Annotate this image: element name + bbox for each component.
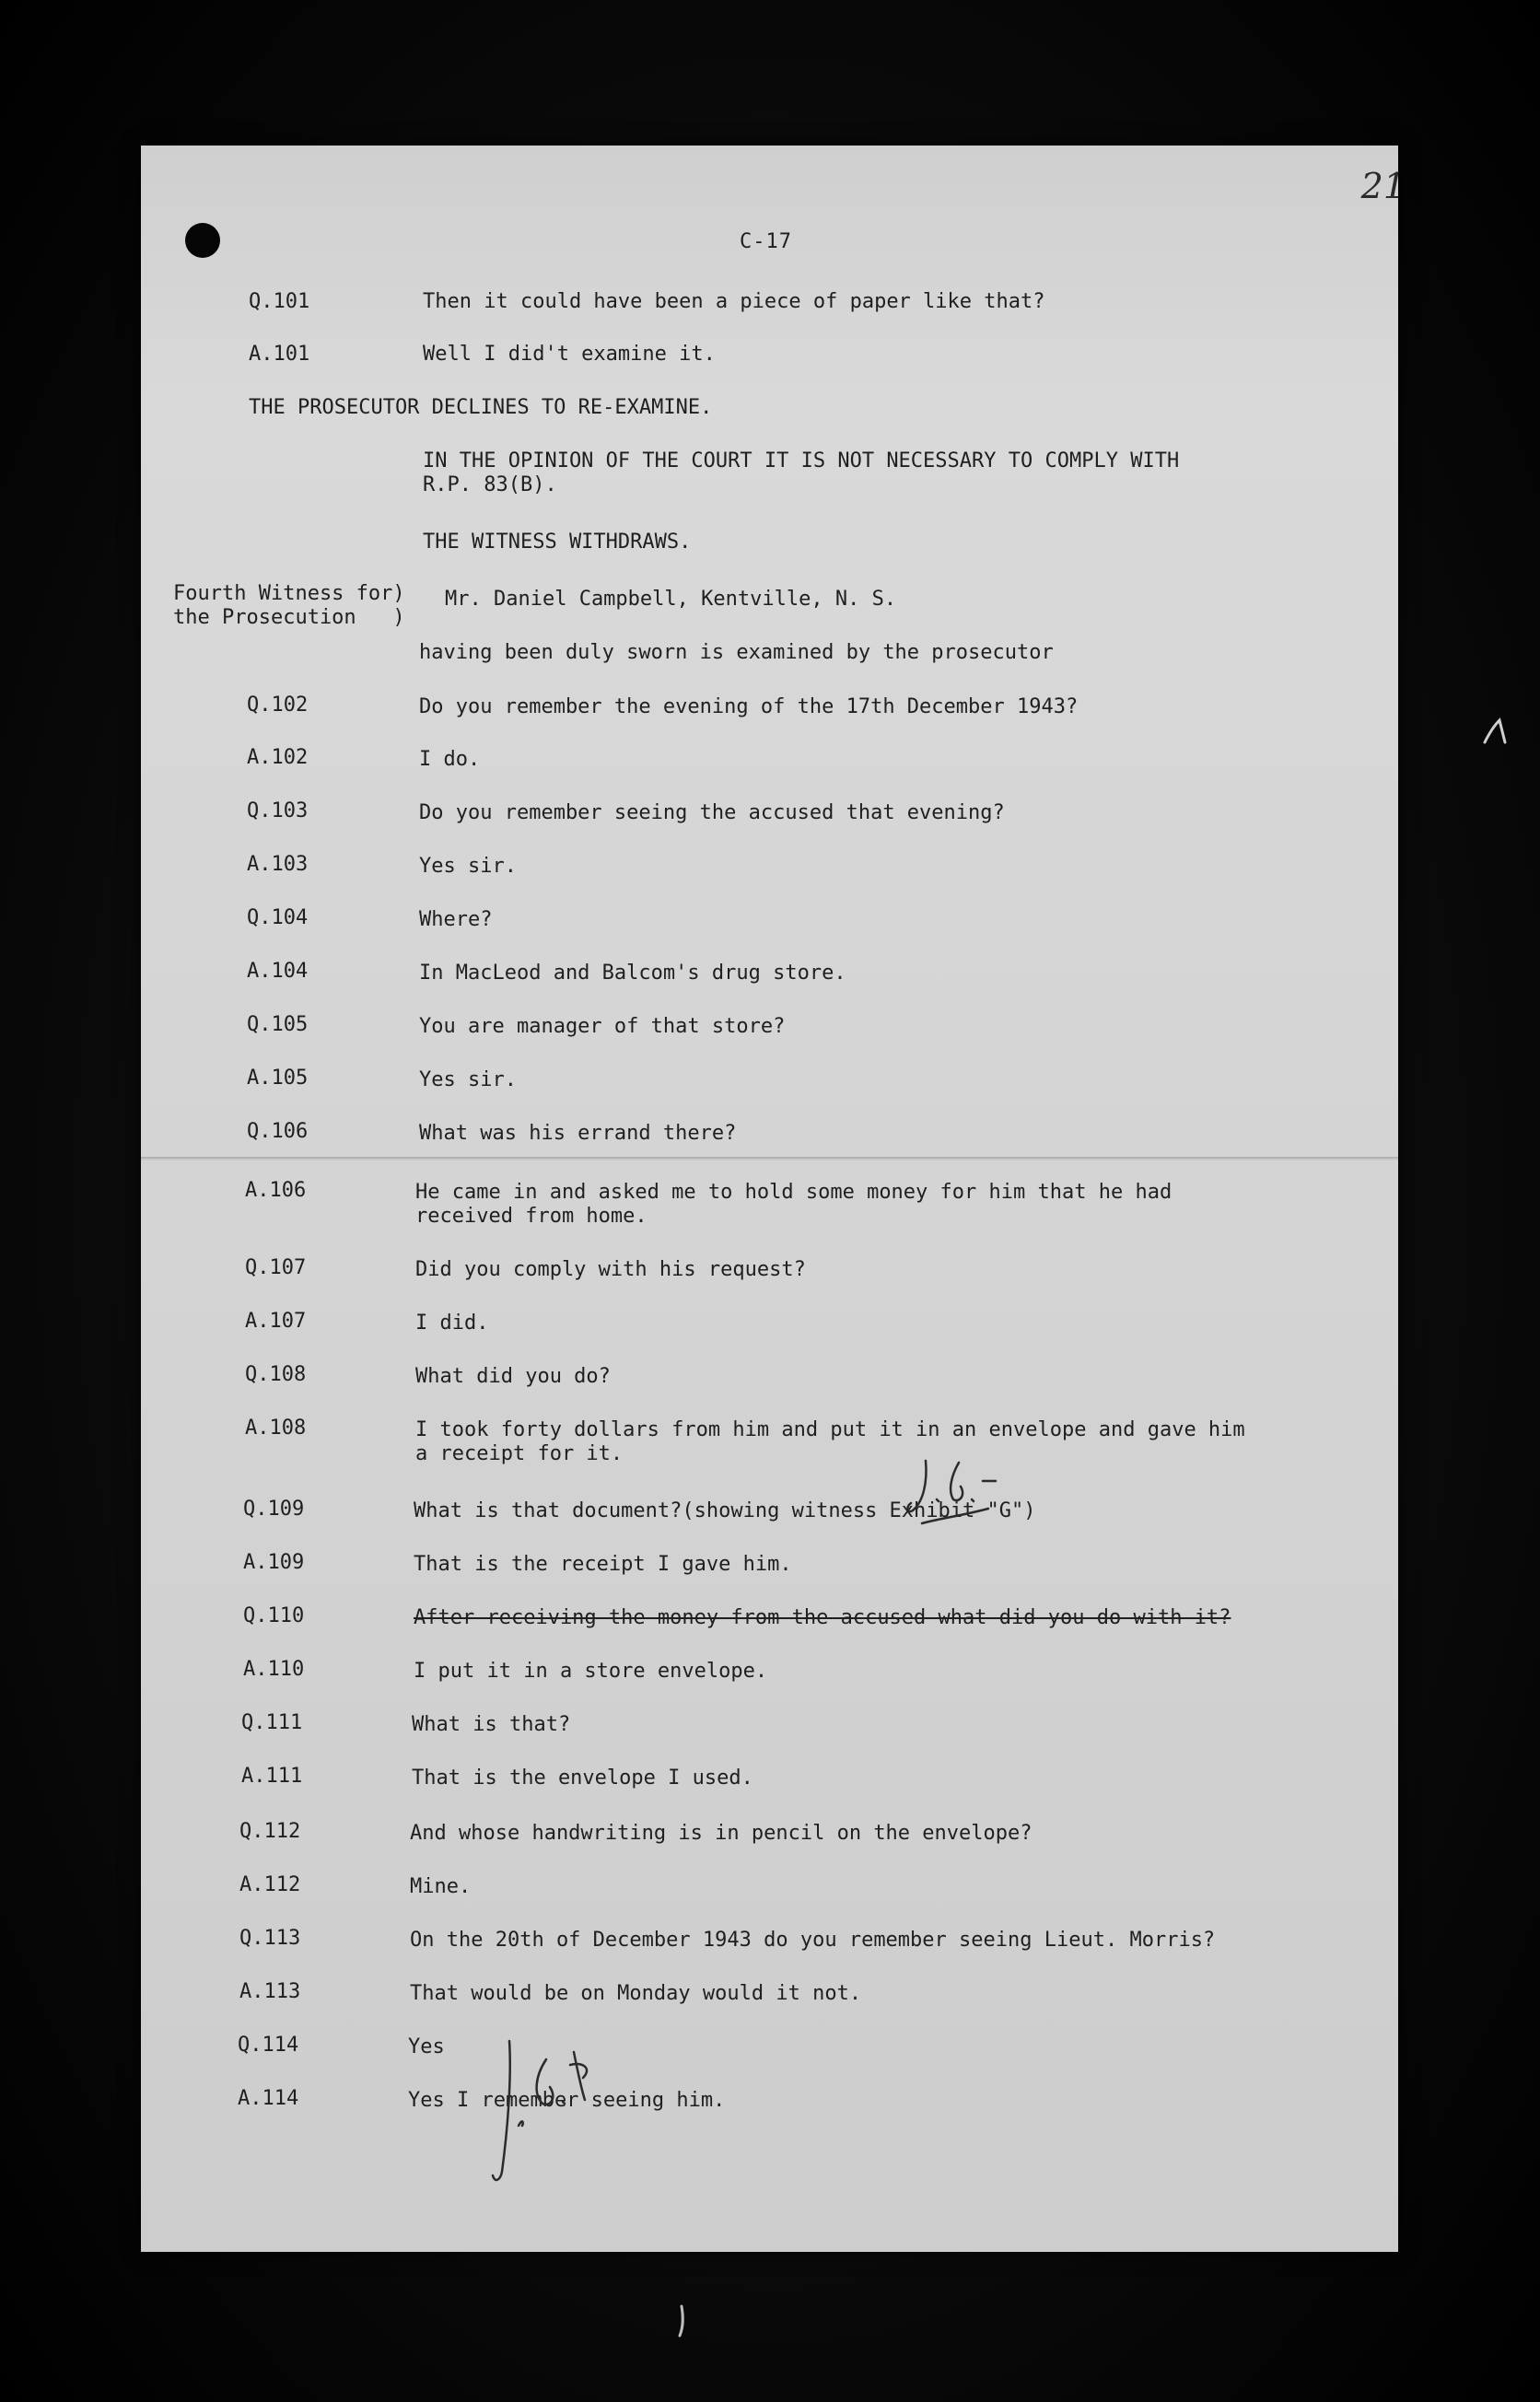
answer-text: Well I did't examine it.: [423, 343, 716, 366]
answer-label: A.110: [243, 1658, 305, 1681]
answer-label: A.101: [249, 343, 310, 366]
question-label: Q.103: [247, 799, 309, 822]
scan-mark: [672, 2303, 691, 2339]
folio-number: 21: [1360, 166, 1406, 206]
question-label: Q.107: [245, 1256, 307, 1279]
question-text: What did you do?: [415, 1365, 611, 1388]
witness-name: Mr. Daniel Campbell, Kentville, N. S.: [445, 588, 897, 611]
page-number: C-17: [740, 230, 792, 253]
witness-label-line1: Fourth Witness for): [173, 582, 405, 605]
initials-signature: [905, 1453, 1007, 1536]
answer-text: I do.: [419, 748, 481, 771]
witness-sworn: having been duly sworn is examined by the prosecutor: [419, 641, 1054, 664]
answer-text: I put it in a store envelope.: [414, 1660, 768, 1683]
question-text: You are manager of that store?: [419, 1015, 786, 1038]
question-label: Q.113: [239, 1927, 301, 1950]
answer-text: Yes sir.: [419, 855, 517, 878]
answer-label: A.107: [245, 1310, 307, 1333]
struck-question-text: After receiving the money from the accused what did you do with it?: [414, 1606, 1231, 1629]
question-label: Q.106: [247, 1120, 309, 1143]
answer-text: That would be on Monday would it not.: [410, 1982, 862, 2005]
question-label: Q.110: [243, 1604, 305, 1627]
question-text: What is that document?(showing witness Exhibit "G"): [414, 1499, 1036, 1522]
answer-text: He came in and asked me to hold some money for him that he had received from home.: [415, 1181, 1172, 1228]
question-text: Do you remember seeing the accused that evening?: [419, 801, 1005, 824]
answer-text: I did.: [415, 1312, 489, 1335]
question-text: What was his errand there?: [419, 1122, 737, 1145]
question-text: Yes: [408, 2035, 445, 2058]
answer-label: A.109: [243, 1551, 305, 1574]
question-label: Q.104: [247, 906, 309, 929]
answer-text: That is the receipt I gave him.: [414, 1553, 792, 1576]
declines-statement: THE PROSECUTOR DECLINES TO RE-EXAMINE.: [249, 396, 713, 419]
question-text: And whose handwriting is in pencil on the envelope?: [410, 1822, 1032, 1845]
answer-text: I took forty dollars from him and put it in an envelope and gave him a receipt for it.: [415, 1418, 1245, 1465]
question-text: What is that?: [412, 1713, 571, 1736]
answer-text: That is the envelope I used.: [412, 1767, 753, 1790]
court-opinion-line2: R.P. 83(B).: [423, 473, 557, 496]
question-text: Do you remember the evening of the 17th December 1943?: [419, 695, 1079, 718]
answer-label: A.108: [245, 1417, 307, 1440]
court-opinion-line1: IN THE OPINION OF THE COURT IT IS NOT NECESSARY TO COMPLY WITH: [423, 449, 1180, 472]
witness-label-line2: the Prosecution ): [173, 606, 405, 629]
scan-mark: [1481, 715, 1509, 752]
answer-label: A.112: [239, 1873, 301, 1896]
question-label: Q.109: [243, 1498, 305, 1521]
answer-label: A.105: [247, 1067, 309, 1090]
answer-text: Mine.: [410, 1875, 472, 1898]
question-label: Q.111: [241, 1711, 303, 1734]
fold-line: [141, 1159, 1398, 1160]
question-label: Q.108: [245, 1363, 307, 1386]
answer-label: A.111: [241, 1765, 303, 1788]
initials-signature: [482, 2034, 611, 2190]
question-label: Q.114: [238, 2034, 299, 2057]
withdraws-statement: THE WITNESS WITHDRAWS.: [423, 531, 692, 554]
answer-label: A.114: [238, 2087, 299, 2110]
answer-label: A.106: [245, 1179, 307, 1202]
answer-text: Yes I remember seeing him.: [408, 2089, 726, 2112]
answer-text: Yes sir.: [419, 1068, 517, 1091]
question-label: Q.112: [239, 1820, 301, 1843]
question-label: Q.101: [249, 290, 310, 313]
document-page: [141, 146, 1406, 2252]
question-text: On the 20th of December 1943 do you remember seeing Lieut. Morris?: [410, 1929, 1216, 1952]
punch-hole: [185, 223, 220, 258]
question-label: Q.105: [247, 1013, 309, 1036]
answer-text: In MacLeod and Balcom's drug store.: [419, 962, 846, 985]
question-label: Q.102: [247, 694, 309, 717]
answer-label: A.103: [247, 853, 309, 876]
answer-label: A.113: [239, 1980, 301, 2003]
question-text: Did you comply with his request?: [415, 1258, 806, 1281]
answer-label: A.102: [247, 746, 309, 769]
answer-label: A.104: [247, 960, 309, 983]
question-text: Where?: [419, 908, 493, 931]
question-text: Then it could have been a piece of paper like that?: [423, 290, 1045, 313]
